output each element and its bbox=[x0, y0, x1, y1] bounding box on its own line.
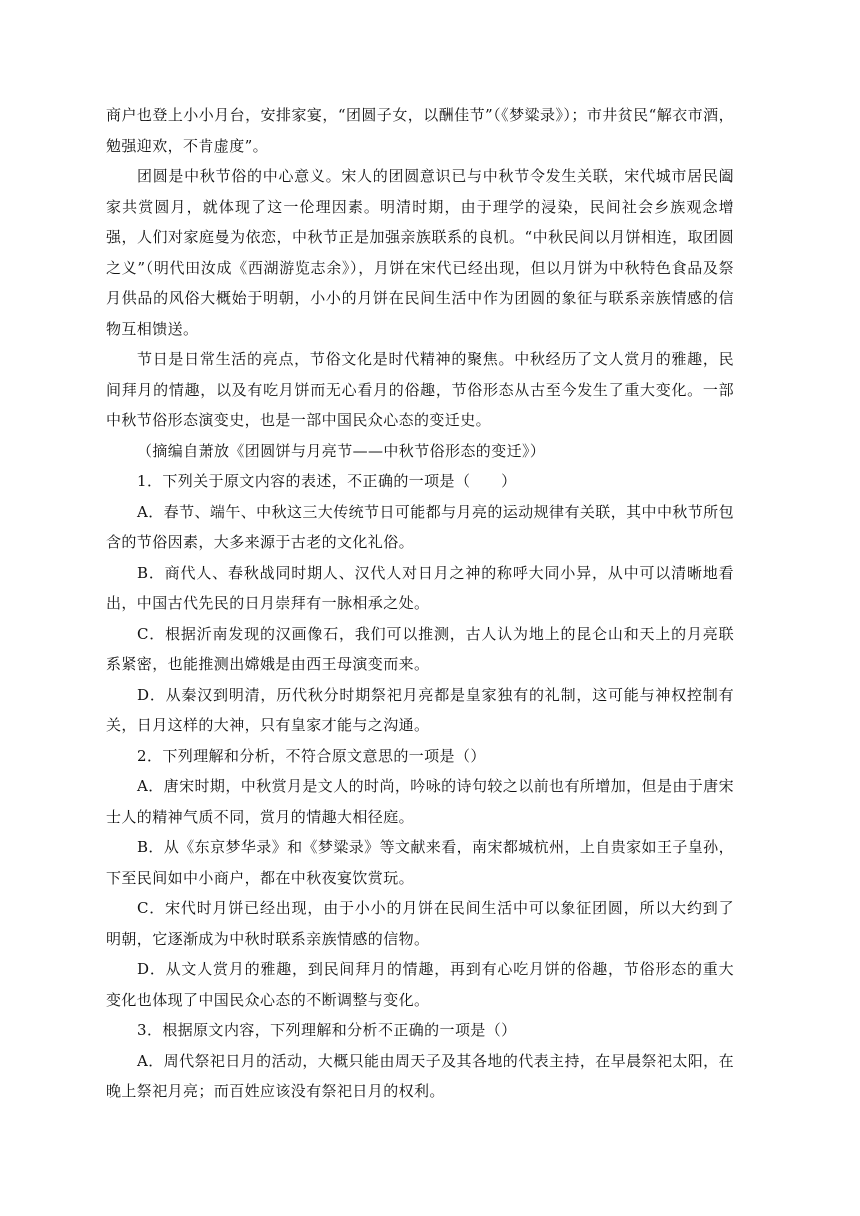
question-2-stem: 2．下列理解和分析，不符合原文意思的一项是（） bbox=[137, 746, 486, 765]
question-2-option-a: A．唐宋时期，中秋赏月是文人的时尚，吟咏的诗句较之以前也有所增加，但是由于唐宋士人的精神气质不同，赏月的情趣大相径庭。 bbox=[106, 777, 734, 826]
question-1-option-c: C．根据沂南发现的汉画像石，我们可以推测，古人认为地上的昆仑山和天上的月亮联系紧密，也能推测出嫦娥是由西王母演变而来。 bbox=[106, 624, 734, 673]
document-body bbox=[106, 100, 734, 1107]
question-1-option-b: B．商代人、春秋战同时期人、汉代人对日月之神的称呼大同小异，从中可以清晰地看出，中国古代先民的日月崇拜有一脉相承之处。 bbox=[106, 563, 734, 612]
question-2-option-d: D．从文人赏月的雅趣，到民间拜月的情趣，再到有心吃月饼的俗趣，节俗形态的重大变化也体现了中国民众心态的不断调整与变化。 bbox=[106, 960, 734, 1009]
question-1-option-d: D．从秦汉到明清，历代秋分时期祭祀月亮都是皇家独有的礼制，这可能与神权控制有关，日月这样的大神，只有皇家才能与之沟通。 bbox=[106, 685, 734, 734]
question-1-stem: 1．下列关于原文内容的表述，不正确的一项是（ ） bbox=[137, 472, 517, 490]
question-2-option-b: B．从《东京梦华录》和《梦粱录》等文献来看，南宋都城杭州，上自贵家如王子皇孙，下至民间如中小商户，都在中秋夜宴饮赏玩。 bbox=[106, 838, 734, 887]
question-3-stem: 3．根据原文内容，下列理解和分析不正确的一项是（） bbox=[137, 1021, 517, 1039]
paragraph-festival-culture: 节日是日常生活的亮点，节俗文化是时代精神的聚焦。中秋经历了文人赏月的雅趣，民间拜月的情趣，以及有吃月饼而无心看月的俗趣，节俗形态从古至今发生了重大变化。一部中秋节俗形态演变史，也是一部中国民众心态的变迁史。 bbox=[106, 350, 734, 429]
question-3-option-a: A．周代祭祀日月的活动，大概只能由周天子及其各地的代表主持，在早晨祭祀太阳，在晚上祭祀月亮；而百姓应该没有祭祀日月的权利。 bbox=[106, 1051, 734, 1100]
question-2-option-c: C．宋代时月饼已经出现，由于小小的月饼在民间生活中可以象征团圆，所以大约到了明朝，它逐渐成为中秋时联系亲族情感的信物。 bbox=[106, 899, 734, 948]
paragraph-continuation: 商户也登上小小月台，安排家宴，“团圆子女，以酬佳节”（《梦粱录》）；市井贫民“解衣市酒，勉强迎欢，不肯虚度”。 bbox=[106, 106, 734, 155]
source-citation: （摘编自萧放《团圆饼与月亮节——中秋节俗形态的变迁》） bbox=[137, 441, 546, 460]
paragraph-reunion-meaning: 团圆是中秋节俗的中心意义。宋人的团圆意识已与中秋节令发生关联，宋代城市居民阖家共赏圆月，就体现了这一伦理因素。明清时期，由于理学的浸染，民间社会乡族观念增强，人们对家庭曼为依恋，中秋节正是加强亲族联系的良机。“中秋民间以月饼相连，取团圆之义”（明代田汝成《西湖游览志余》），月饼在宋代已经出现，但以月饼为中秋特色食品及祭月供品的风俗大概始于明朝，小小的月饼在民间生活中作为团圆的象征与联系亲族情感的信物互相馈送。 bbox=[106, 167, 734, 338]
question-1-option-a: A．春节、端午、中秋这三大传统节日可能都与月亮的运动规律有关联，其中中秋节所包含的节俗因素，大多来源于古老的文化礼俗。 bbox=[106, 502, 734, 551]
